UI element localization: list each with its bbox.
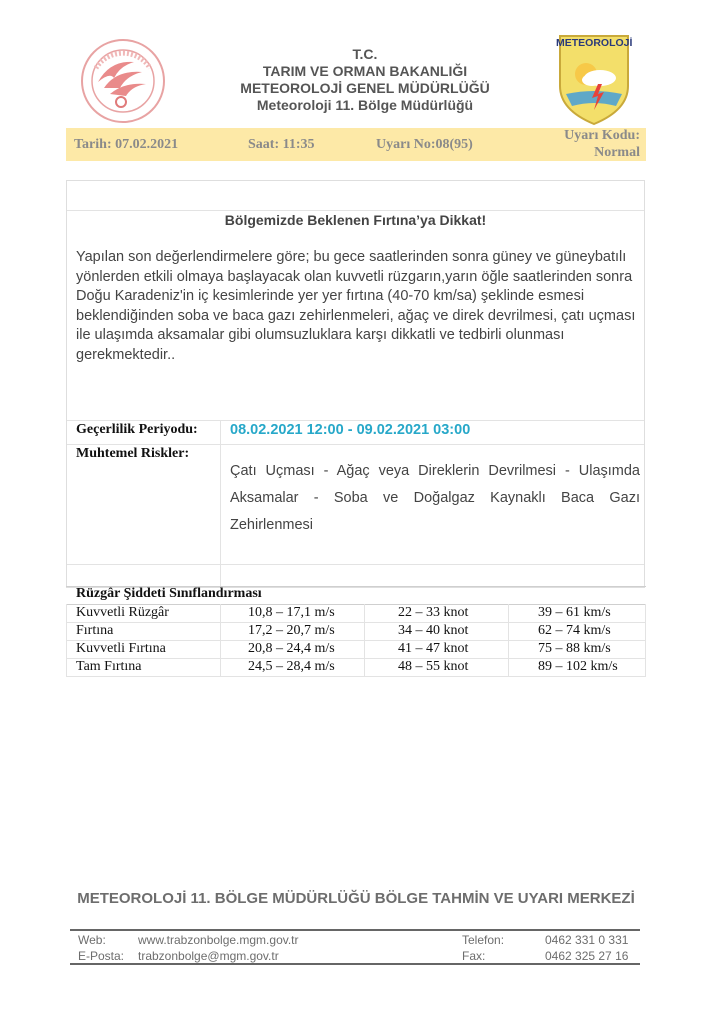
header-line-directorate: METEOROLOJİ GENEL MÜDÜRLÜĞÜ xyxy=(240,80,490,96)
meteoroloji-shield-logo xyxy=(556,34,632,126)
wind-table-title: Rüzgâr Şiddeti Sınıflandırması xyxy=(76,586,262,601)
table-row xyxy=(66,641,645,659)
ministry-seal-logo xyxy=(80,38,166,124)
warning-code-value: Normal xyxy=(594,145,640,160)
risks-value: Çatı Uçması - Ağaç veya Direklerin Devrilmesi - Ulaşımda Aksamalar - Soba ve Doğalgaz Kaynaklı Baca Gazı Zehirlenmesi xyxy=(230,463,640,533)
validity-label: Geçerlilik Periyodu: xyxy=(76,422,198,437)
wind-class-name: Kuvvetli Fırtına xyxy=(76,641,166,656)
footer-email-label: E-Posta: xyxy=(78,949,125,963)
wind-speed-ms: 17,2 – 20,7 m/s xyxy=(248,623,335,638)
wind-class-name: Tam Fırtına xyxy=(76,659,142,674)
header-title-block xyxy=(170,46,560,114)
table-row xyxy=(66,623,645,641)
warning-title: Bölgemizde Beklenen Fırtına’ya Dikkat! xyxy=(224,212,487,228)
warning-time: Saat: 11:35 xyxy=(248,137,315,152)
footer-email-link[interactable]: trabzonbolge@mgm.gov.tr xyxy=(138,949,279,963)
table-divider xyxy=(66,676,646,677)
wind-speed-knot: 48 – 55 knot xyxy=(398,659,469,674)
info-bar xyxy=(66,128,646,161)
warning-code-label: Uyarı Kodu: xyxy=(564,128,640,143)
footer-phone-label: Telefon: xyxy=(462,933,505,947)
wind-speed-knot: 41 – 47 knot xyxy=(398,641,469,656)
divider xyxy=(220,420,221,588)
wind-speed-ms: 20,8 – 24,4 m/s xyxy=(248,641,335,656)
header-line-ministry: TARIM VE ORMAN BAKANLIĞI xyxy=(262,63,468,79)
table-row xyxy=(66,659,645,677)
table-divider xyxy=(66,622,646,623)
wind-speed-kmh: 75 – 88 km/s xyxy=(538,641,611,656)
header-line-region: Meteoroloji 11. Bölge Müdürlüğü xyxy=(256,97,474,113)
footer-title: METEOROLOJİ 11. BÖLGE MÜDÜRLÜĞÜ BÖLGE TAHMİN VE UYARI MERKEZİ xyxy=(77,890,635,907)
wind-speed-knot: 22 – 33 knot xyxy=(398,605,469,620)
table-divider xyxy=(66,640,646,641)
table-divider xyxy=(220,604,221,676)
wind-speed-kmh: 39 – 61 km/s xyxy=(538,605,611,620)
wind-speed-ms: 24,5 – 28,4 m/s xyxy=(248,659,335,674)
footer-fax-label: Fax: xyxy=(462,949,486,963)
footer-bottom-rule xyxy=(70,963,640,965)
warning-text: Yapılan son değerlendirmelere göre; bu gece saatlerinden sonra güney ve güneybatılı yönlerden etkili olmaya başlayacak olan kuvvetli rüzgarın,yarın öğle saatlerinden sonra Doğu Karadeniz'in iç kesimlerinde yer yer fırtına (40-70 km/sa) şeklinde esmesi beklendiğinden soba ve baca gazı zehirlenmeleri, ağaç ve direk devrilmesi, çatı uçması ile ulaşımda aksamalar gibi olumsuzluklara karşı dikkatli ve tedbirli olunması gerekmektedir.. xyxy=(76,249,636,363)
footer-fax-value: 0462 325 27 16 xyxy=(545,949,629,963)
wind-speed-kmh: 89 – 102 km/s xyxy=(538,659,618,674)
table-divider xyxy=(645,604,646,676)
logo-text: METEOROLOJİ xyxy=(556,37,633,49)
warning-number: Uyarı No:08(95) xyxy=(376,137,473,152)
table-row xyxy=(66,605,645,623)
divider xyxy=(67,420,644,421)
footer-web-link[interactable]: www.trabzonbolge.mgm.gov.tr xyxy=(138,933,299,947)
footer-top-rule xyxy=(70,929,640,931)
wind-class-name: Fırtına xyxy=(76,623,114,638)
table-divider xyxy=(364,604,365,676)
table-divider xyxy=(66,658,646,659)
divider xyxy=(67,210,644,211)
footer-phone-value: 0462 331 0 331 xyxy=(545,933,629,947)
wind-class-name: Kuvvetli Rüzgâr xyxy=(76,605,169,620)
risks-label: Muhtemel Riskler: xyxy=(76,446,190,461)
validity-value: 08.02.2021 12:00 - 09.02.2021 03:00 xyxy=(230,422,471,438)
wind-speed-knot: 34 – 40 knot xyxy=(398,623,469,638)
header-line-tc: T.C. xyxy=(352,46,378,62)
wind-speed-kmh: 62 – 74 km/s xyxy=(538,623,611,638)
footer-web-label: Web: xyxy=(78,933,106,947)
table-divider xyxy=(66,604,67,676)
wind-speed-ms: 10,8 – 17,1 m/s xyxy=(248,605,335,620)
divider xyxy=(67,564,644,565)
divider xyxy=(67,444,644,445)
warning-date: Tarih: 07.02.2021 xyxy=(74,137,179,152)
table-divider xyxy=(508,604,509,676)
